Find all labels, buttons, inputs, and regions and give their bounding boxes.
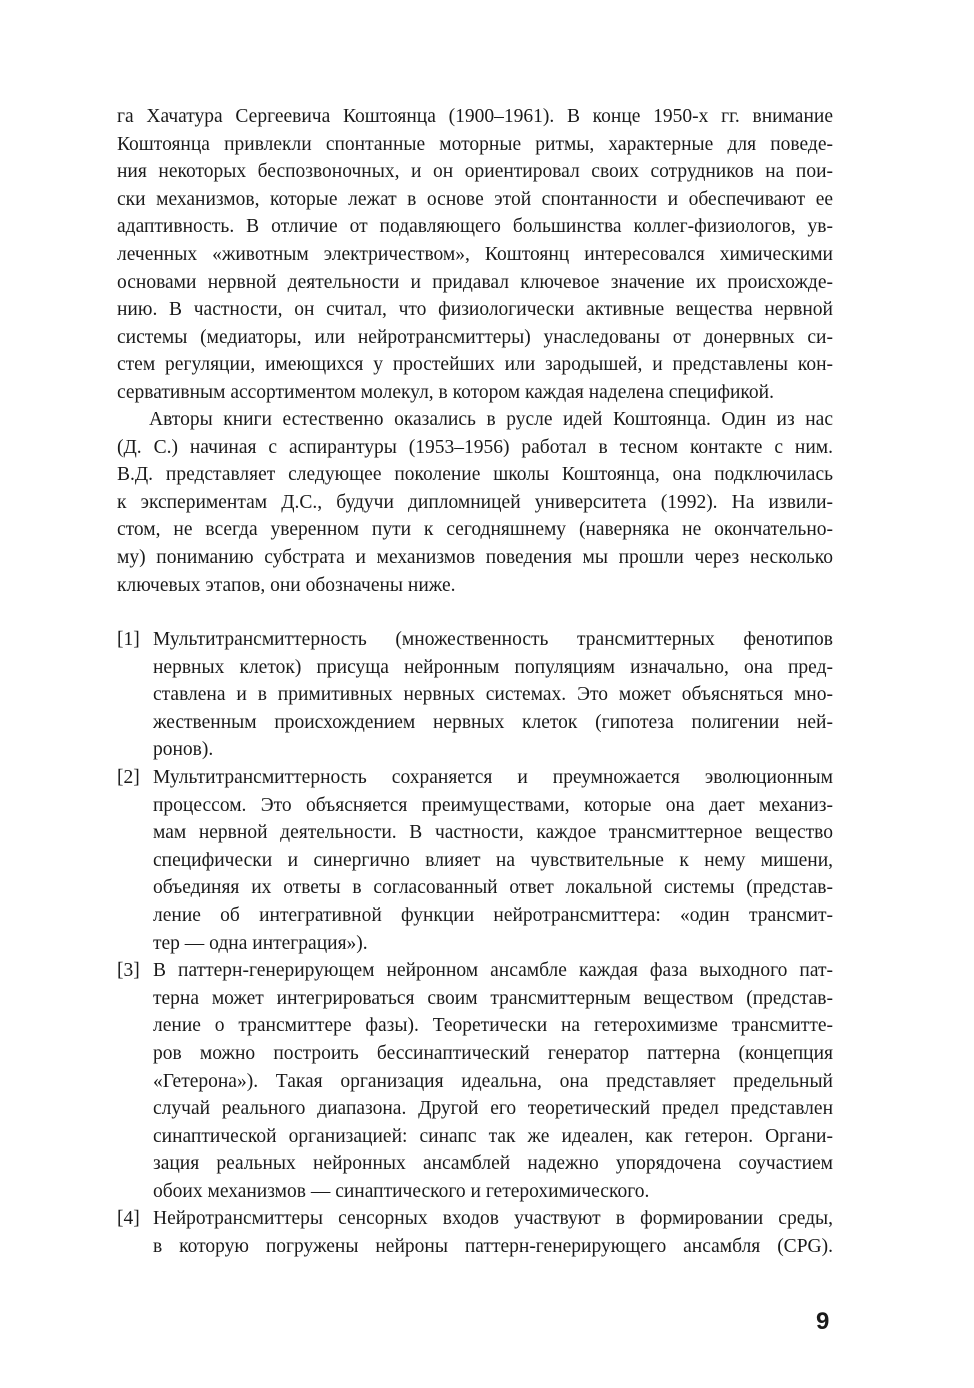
text-line: В.Д. представляет следующее поколение школы Коштоянца, она подключилась (117, 464, 833, 486)
text-line: объединяя их ответы в согласованный ответ локальной системы (представ- (153, 877, 833, 899)
numbered-list (117, 626, 833, 1261)
text-line: нервных клеток) присуща нейронным популяциям изначально, она пред- (153, 656, 833, 678)
text-line: (Д. С.) начиная с аспирантуры (1953–1956) работал в тесном контакте с ним. (117, 436, 833, 458)
list-item-number: [2] (117, 766, 140, 788)
text-line: адаптивность. В отличие от подавляющего большинства коллег-физиологов, ув- (117, 216, 833, 238)
list-item-number: [1] (117, 629, 140, 650)
text-line: Нейротрансмиттеры сенсорных входов участвуют в формировании среды, (153, 1208, 833, 1230)
text-line: зация реальных нейронных ансамблей надежно упорядочена соучастием (153, 1153, 833, 1175)
text-line: га Хачатура Сергеевича Коштоянца (1900–1961). В конце 1950-х гг. внимание (117, 106, 833, 127)
text-line: «Гетерона»). Такая организация идеальна, она представляет предельный (153, 1070, 833, 1092)
text-line: терна может интегрироваться своим трансмиттерным веществом (представ- (153, 987, 833, 1009)
text-line: стом, не всегда уверенном пути к сегодняшнему (наверняка не окончательно- (117, 519, 833, 541)
text-line: ски механизмов, которые лежат в основе этой спонтанности и обеспечивают ее (117, 188, 833, 210)
list-item (117, 957, 833, 1205)
list-item-number: [3] (117, 960, 140, 982)
paragraph-2 (117, 406, 833, 599)
text-line: тер — одна интеграция»). (153, 932, 368, 954)
list-item (117, 1205, 833, 1260)
paragraph-1 (117, 103, 833, 407)
text-line: ление об интегративной функции нейротрансмиттера: «один трансмит- (153, 904, 833, 926)
text-line: ров можно построить бессинаптический генератор паттерна (концепция (153, 1042, 833, 1064)
text-line: синаптической организацией: синапс так же идеален, как гетерон. Органи- (153, 1125, 833, 1147)
text-line: Коштоянца привлекли спонтанные моторные ритмы, характерные для поведе- (117, 133, 833, 155)
list-item (117, 626, 833, 764)
text-line: В паттерн-генерирующем нейронном ансамбле каждая фаза выходного пат- (153, 960, 833, 982)
text-line: леченных «животным электричеством», Коштоянц интересовался химическими (117, 243, 833, 265)
list-item (117, 764, 833, 957)
text-line: системы (медиаторы, или нейротрансмиттеры) унаследованы от донервных си- (117, 326, 833, 348)
text-line: нию. В частности, он считал, что физиологически активные вещества нервной (117, 299, 833, 321)
text-line: специфически и синергично влияет на чувствительные к нему мишени, (153, 849, 833, 871)
text-line: ронов). (153, 739, 214, 761)
text-line: ление о трансмиттере фазы). Теоретически на гетерохимизме трансмитте- (153, 1015, 833, 1037)
text-line: обоих механизмов — синаптического и гетерохимического. (153, 1180, 650, 1202)
text-line: Мультитрансмиттерность сохраняется и преумножается эволюционным (153, 766, 833, 788)
text-line: мам нервной деятельности. В частности, каждое трансмиттерное вещество (153, 822, 833, 844)
text-line: стем регуляции, имеющихся у простейших или зародышей, и представлены кон- (117, 354, 833, 376)
text-line: к экспериментам Д.С., будучи дипломницей университета (1992). На извили- (117, 491, 833, 513)
text-line: основами нервной деятельности и придавал ключевое значение их происхожде- (117, 271, 833, 293)
text-line: случай реального диапазона. Другой его теоретический предел представлен (153, 1098, 833, 1120)
text-line: ставлена и в примитивных нервных системах. Это может объясняться мно- (153, 684, 833, 706)
text-line: сервативным ассортиментом молекул, в котором каждая наделена спецификой. (117, 381, 774, 403)
text-line: ключевых этапов, они обозначены ниже. (117, 574, 456, 596)
list-item-number: [4] (117, 1208, 140, 1230)
text-line: му) пониманию субстрата и механизмов поведения мы прошли через несколько (117, 546, 833, 568)
text-line: в которую погружены нейроны паттерн-генерирующего ансамбля (CPG). (153, 1236, 833, 1258)
text-line: Авторы книги естественно оказались в русле идей Коштоянца. Один из нас (149, 409, 833, 430)
text-line: жественным происхождением нервных клеток (гипотеза полигении ней- (153, 711, 833, 733)
text-line: процессом. Это объясняется преимуществами, которые она дает механиз- (153, 794, 833, 816)
page-number: 9 (816, 1308, 830, 1335)
text-line: Мультитрансмиттерность (множественность трансмиттерных фенотипов (153, 629, 833, 650)
text-line: ния некоторых беспозвоночных, и он ориентировал своих сотрудников на пои- (117, 161, 833, 183)
